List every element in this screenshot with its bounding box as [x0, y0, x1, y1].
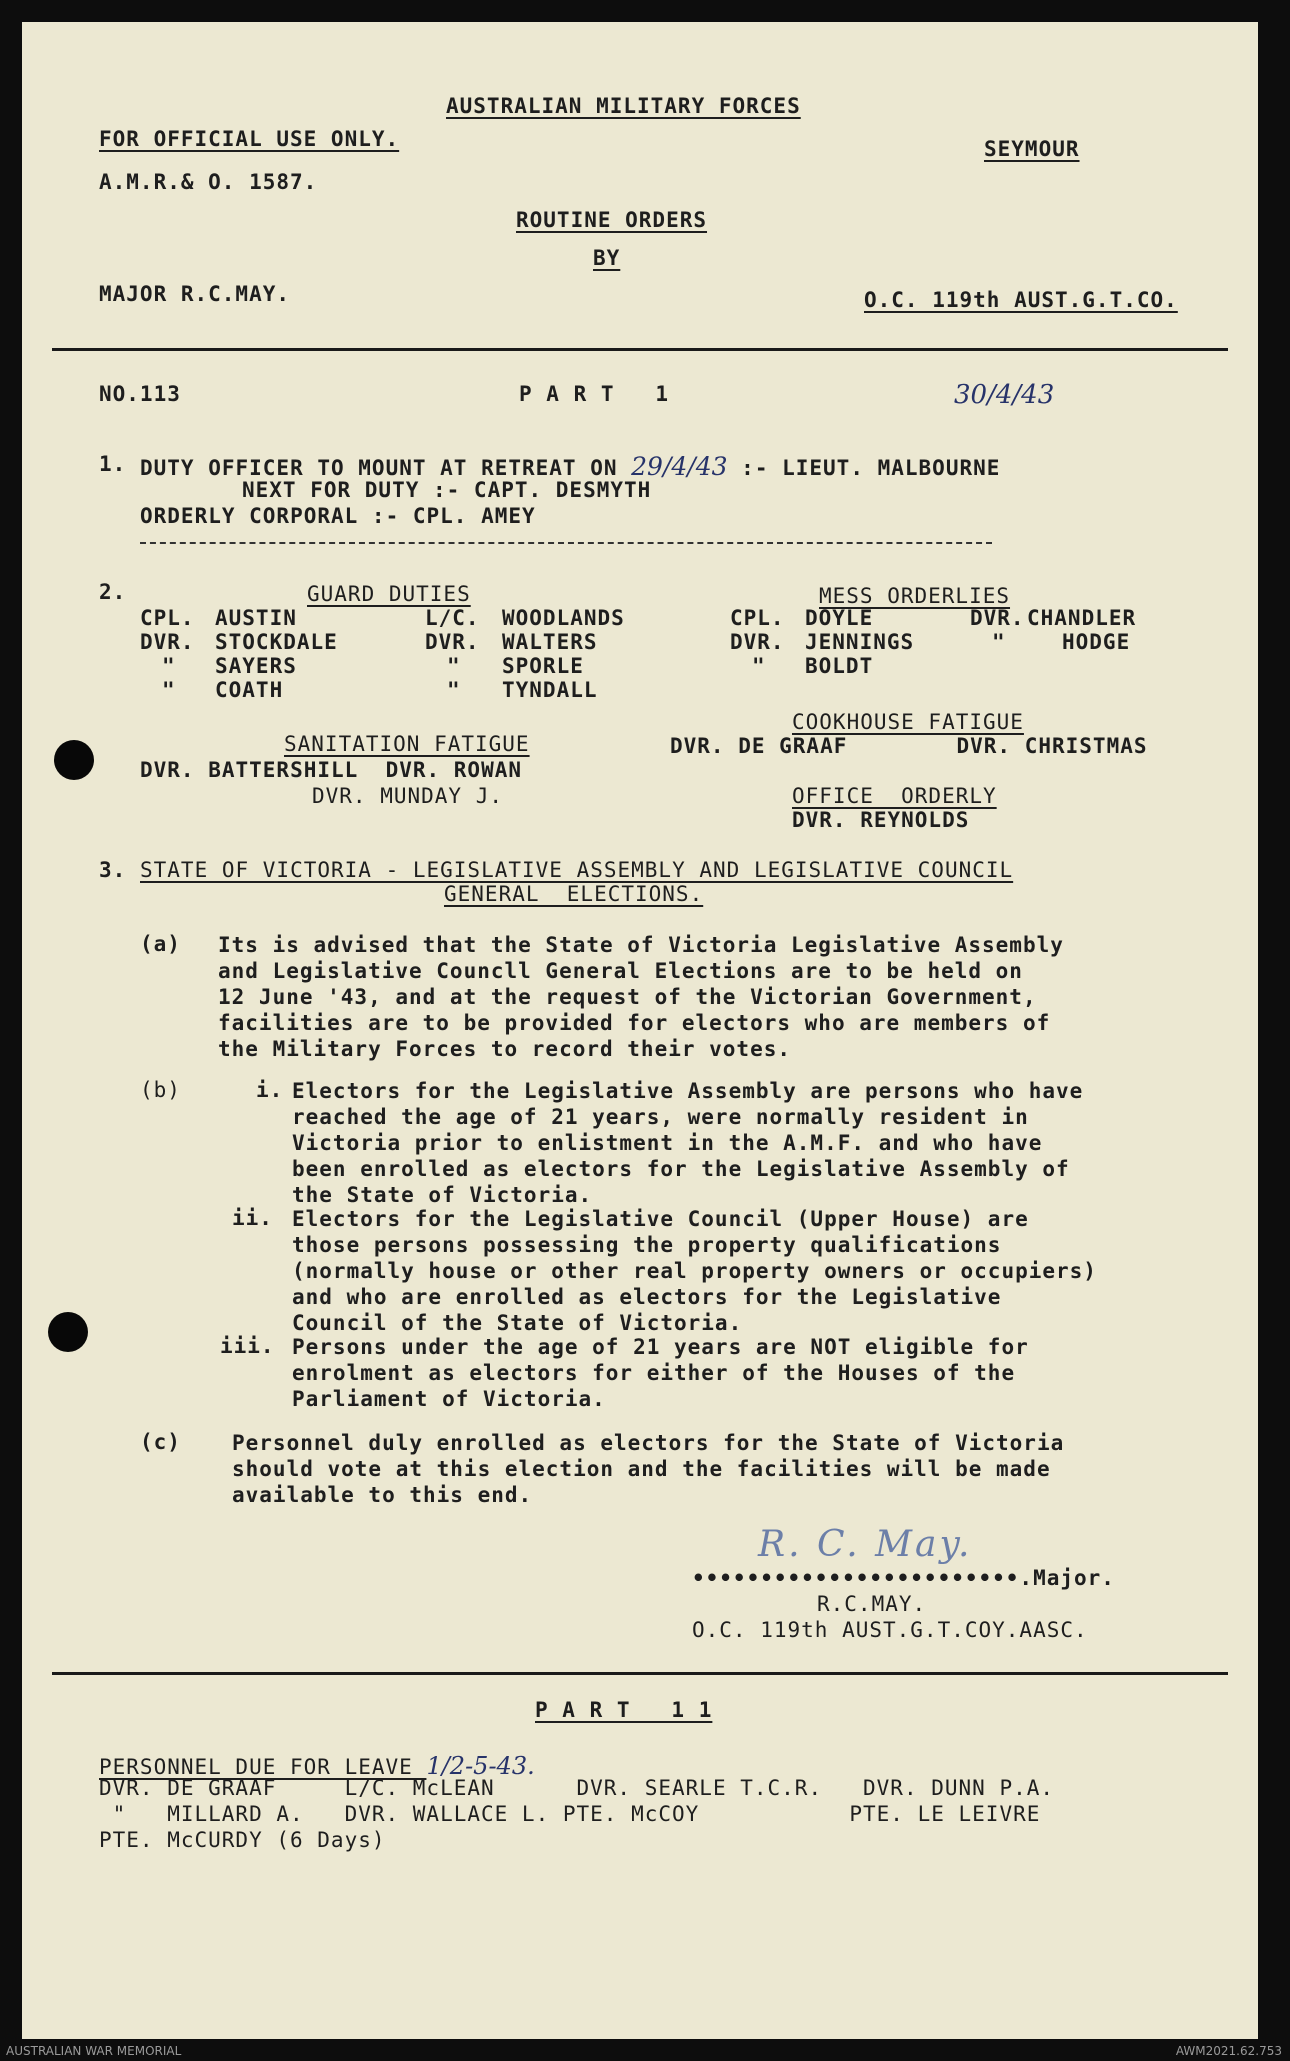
rank: CPL.: [140, 606, 195, 630]
item3-title-line1: STATE OF VICTORIA - LEGISLATIVE ASSEMBLY AND LEGISLATIVE COUNCIL: [140, 858, 1014, 882]
item1-dashed-rule: [140, 542, 992, 544]
header-divider: [52, 348, 1228, 351]
item1-line1-text: DUTY OFFICER TO MOUNT AT RETREAT ON: [140, 456, 632, 480]
mess-name: DOYLE: [805, 606, 874, 630]
document-page: [22, 22, 1258, 2039]
office-orderly-line: DVR. REYNOLDS: [792, 808, 970, 832]
item3-a-text: Its is advised that the State of Victoria Legislative Assembly and Legislative Councll General Elections are to be held on 12 June '43, and at the request of the Victorian Government, facilities are to be provided for electors who are members of the Military Forces to record their votes.: [218, 933, 1064, 1061]
guard-rank: DVR.: [140, 630, 195, 654]
header-routine-orders: ROUTINE ORDERS: [516, 208, 708, 232]
item3-b-i-label: i.: [256, 1078, 284, 1102]
mess-rank: CPL.: [730, 606, 785, 630]
item3-c-text: Personnel duly enrolled as electors for the State of Victoria should vote at this election and the facilities will be made available to this end.: [232, 1431, 1065, 1507]
header-by: BY: [593, 246, 621, 270]
guard-name: COATH: [215, 678, 284, 702]
item1-number: 1.: [99, 452, 127, 476]
item3-b-ii-text: Electors for the Legislative Council (Upper House) are those persons possessing the property qualifications (normally house or other real property owners or occupiers) and who are enrolled as electors for the Legislative Council of the State of Victoria.: [292, 1207, 1097, 1335]
header-official-use: FOR OFFICIAL USE ONLY.: [99, 127, 400, 151]
item3-b-i-text: Electors for the Legislative Assembly are persons who have reached the age of 21 years, were normally resident in Victoria prior to enlistment in the A.M.F. and who have been enrolled as electors for the Legislative Assembly of the State of Victoria.: [292, 1079, 1084, 1207]
leave-line3: PTE. McCURDY (6 Days): [99, 1828, 386, 1852]
handwritten-signature: R. C. May.: [758, 1524, 973, 1565]
guard-name: WOODLANDS: [502, 606, 625, 630]
item3-title-line2: GENERAL ELECTIONS.: [444, 882, 704, 906]
sanitation-fatigue-line1: DVR. BATTERSHILL DVR. ROWAN: [140, 758, 523, 782]
mess-orderlies-title: MESS ORDERLIES: [819, 584, 1011, 608]
guard-name: SAYERS: [215, 654, 297, 678]
item2-number: 2.: [99, 580, 127, 604]
item3-b-iii-label: iii.: [220, 1334, 275, 1358]
leave-line2: " MILLARD A. DVR. WALLACE L. PTE. McCOY PTE. LE LEIVRE: [99, 1802, 1041, 1826]
signature-name: R.C.MAY.: [817, 1592, 927, 1616]
item1-line1-rest: :- LIEUT. MALBOURNE: [727, 456, 1001, 480]
guard-rank: ": [447, 654, 461, 678]
mess-rank: DVR.: [970, 606, 1025, 630]
mess-name: JENNINGS: [805, 630, 915, 654]
item1-next-duty: NEXT FOR DUTY :- CAPT. DESMYTH: [242, 478, 652, 502]
punch-hole-top: [54, 740, 94, 780]
guard-row: [140, 606, 195, 630]
cookhouse-fatigue-line: DVR. DE GRAAF DVR. CHRISTMAS: [670, 734, 1148, 758]
item3-b-label: (b): [140, 1078, 181, 1102]
guard-duties-title: GUARD DUTIES: [307, 582, 471, 606]
item3-b-ii-label: ii.: [232, 1206, 273, 1230]
guard-rank: L/C.: [425, 606, 480, 630]
guard-rank: ": [162, 654, 176, 678]
punch-hole-bottom: [48, 1312, 88, 1352]
leave-line1: DVR. DE GRAAF L/C. McLEAN DVR. SEARLE T.C.R. DVR. DUNN P.A.: [99, 1776, 1055, 1800]
signature-dots-major: ••••••••••••••••••••••••.Major.: [692, 1566, 1115, 1590]
leave-title: PERSONNEL DUE FOR LEAVE: [99, 1755, 427, 1779]
guard-name: SPORLE: [502, 654, 584, 678]
footer-right: AWM2021.62.753: [1175, 2044, 1282, 2058]
part-one-heading: P A R T 1: [519, 382, 670, 406]
item3-number: 3.: [99, 858, 127, 882]
item1-date: 29/4/43: [631, 452, 728, 481]
sanitation-fatigue-line2: DVR. MUNDAY J.: [312, 784, 504, 808]
footer-left: AUSTRALIAN WAR MEMORIAL: [6, 2044, 182, 2058]
office-orderly-title: OFFICE ORDERLY: [792, 784, 997, 808]
mess-rank: ": [752, 654, 766, 678]
order-number: NO.113: [99, 382, 181, 406]
item3-a-label: (a): [140, 932, 181, 956]
guard-rank: DVR.: [425, 630, 480, 654]
item3-b-iii-text: Persons under the age of 21 years are NOT eligible for enrolment as electors for either of the Houses of the Parliament of Victoria.: [292, 1335, 1029, 1411]
header-org: AUSTRALIAN MILITARY FORCES: [446, 94, 801, 118]
header-location: SEYMOUR: [984, 137, 1080, 161]
cookhouse-fatigue-title: COOKHOUSE FATIGUE: [792, 710, 1024, 734]
guard-name: STOCKDALE: [215, 630, 338, 654]
item1-orderly-corporal: ORDERLY CORPORAL :- CPL. AMEY: [140, 504, 536, 528]
item3-c-label: (c): [140, 1430, 181, 1454]
mess-name: BOLDT: [805, 654, 874, 678]
order-date: 30/4/43: [954, 380, 1055, 410]
mess-name: CHANDLER: [1027, 606, 1137, 630]
item1-line1: [140, 452, 1000, 481]
signature-oc: O.C. 119th AUST.G.T.COY.AASC.: [692, 1618, 1088, 1642]
part-one-divider: [52, 1672, 1228, 1675]
guard-rank: ": [447, 678, 461, 702]
mess-name: HODGE: [1062, 630, 1131, 654]
guard-name: AUSTIN: [215, 606, 297, 630]
guard-name: TYNDALL: [502, 678, 598, 702]
header-amr-number: A.M.R.& O. 1587.: [99, 170, 318, 194]
mess-rank: ": [992, 630, 1006, 654]
guard-rank: ": [162, 678, 176, 702]
sanitation-fatigue-title: SANITATION FATIGUE: [284, 732, 530, 756]
mess-rank: DVR.: [730, 630, 785, 654]
guard-name: WALTERS: [502, 630, 598, 654]
leave-dates: 1/2-5-43.: [426, 1752, 535, 1780]
header-major: MAJOR R.C.MAY.: [99, 282, 291, 306]
header-oc: O.C. 119th AUST.G.T.CO.: [864, 288, 1178, 312]
part-two-heading: P A R T 1 1: [535, 1698, 713, 1722]
